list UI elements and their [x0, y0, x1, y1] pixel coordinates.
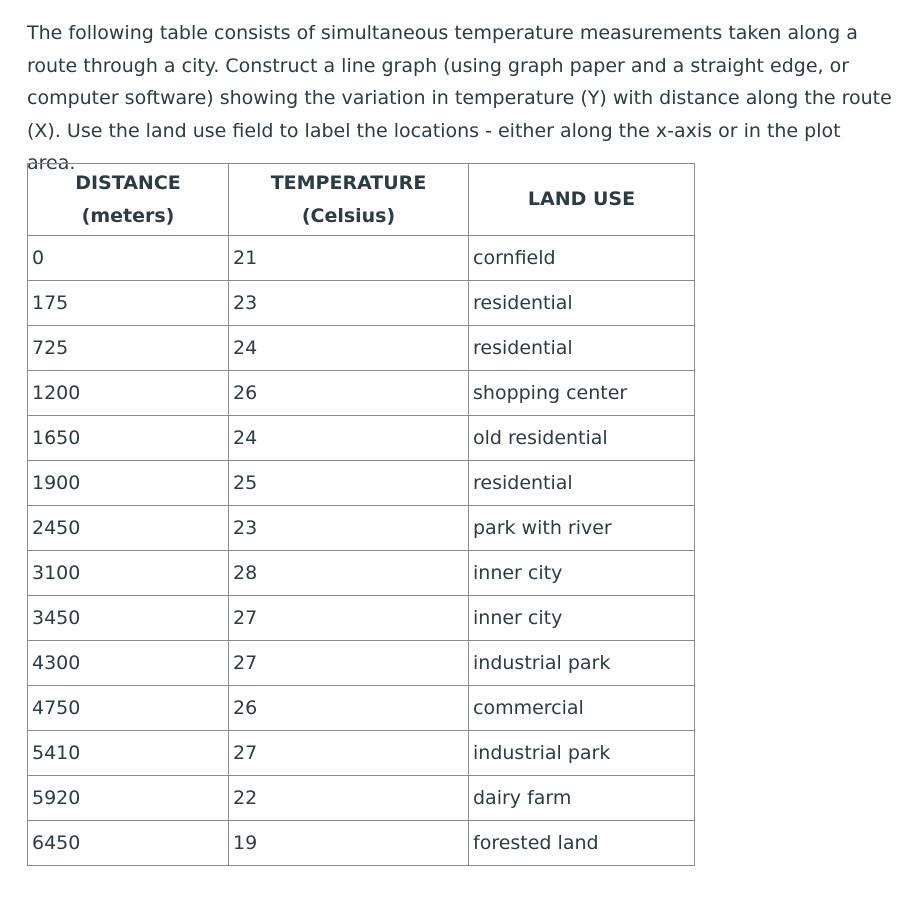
cell-distance: 3100 [28, 551, 229, 596]
table-row [28, 461, 695, 506]
cell-land-use: residential [469, 281, 695, 326]
cell-temperature: 28 [229, 551, 469, 596]
cell-distance: 5410 [28, 731, 229, 776]
cell-land-use: old residential [469, 416, 695, 461]
header-land-use: LAND USE [469, 164, 695, 236]
cell-land-use: residential [469, 326, 695, 371]
cell-temperature: 26 [229, 371, 469, 416]
cell-land-use: forested land [469, 821, 695, 866]
cell-temperature: 23 [229, 281, 469, 326]
table-row [28, 236, 695, 281]
cell-distance: 725 [28, 326, 229, 371]
header-temperature [229, 164, 469, 236]
table-row [28, 551, 695, 596]
header-temperature-line2: (Celsius) [301, 204, 396, 227]
cell-land-use: dairy farm [469, 776, 695, 821]
table-row [28, 731, 695, 776]
cell-distance: 1200 [28, 371, 229, 416]
cell-temperature: 21 [229, 236, 469, 281]
table-row [28, 776, 695, 821]
cell-land-use: cornfield [469, 236, 695, 281]
header-distance: DISTANCE (meters) [28, 164, 229, 236]
header-temperature-line1: TEMPERATURE [270, 171, 427, 194]
cell-temperature: 27 [229, 596, 469, 641]
cell-land-use: industrial park [469, 641, 695, 686]
table-row [28, 686, 695, 731]
cell-distance: 1650 [28, 416, 229, 461]
cell-temperature: 24 [229, 326, 469, 371]
cell-land-use: shopping center [469, 371, 695, 416]
cell-temperature: 19 [229, 821, 469, 866]
cell-temperature: 26 [229, 686, 469, 731]
table-row [28, 416, 695, 461]
cell-distance: 6450 [28, 821, 229, 866]
cell-land-use: industrial park [469, 731, 695, 776]
table-row [28, 821, 695, 866]
cell-land-use: residential [469, 461, 695, 506]
cell-temperature: 27 [229, 641, 469, 686]
cell-distance: 4750 [28, 686, 229, 731]
instructions-paragraph: The following table consists of simultaneous temperature measurements taken along a route through a city. Construct a line graph (using graph paper and a straight edge, or computer software) showing the variation in temperature (Y) with distance along the route (X). Use the land use field to label the locations - either along the x-axis or in the plot area. [27, 22, 892, 174]
cell-distance: 175 [28, 281, 229, 326]
table-row [28, 326, 695, 371]
temperature-table [27, 163, 695, 866]
table-header-row [28, 164, 695, 236]
cell-distance: 2450 [28, 506, 229, 551]
table-row [28, 371, 695, 416]
cell-land-use: commercial [469, 686, 695, 731]
cell-distance: 1900 [28, 461, 229, 506]
cell-distance: 3450 [28, 596, 229, 641]
cell-temperature: 27 [229, 731, 469, 776]
cell-distance: 0 [28, 236, 229, 281]
cell-land-use: inner city [469, 596, 695, 641]
cell-temperature: 22 [229, 776, 469, 821]
cell-distance: 4300 [28, 641, 229, 686]
table-row [28, 281, 695, 326]
cell-land-use: park with river [469, 506, 695, 551]
table-row [28, 641, 695, 686]
cell-temperature: 24 [229, 416, 469, 461]
table-row [28, 506, 695, 551]
cell-temperature: 25 [229, 461, 469, 506]
cell-distance: 5920 [28, 776, 229, 821]
table-row [28, 596, 695, 641]
cell-land-use: inner city [469, 551, 695, 596]
cell-temperature: 23 [229, 506, 469, 551]
